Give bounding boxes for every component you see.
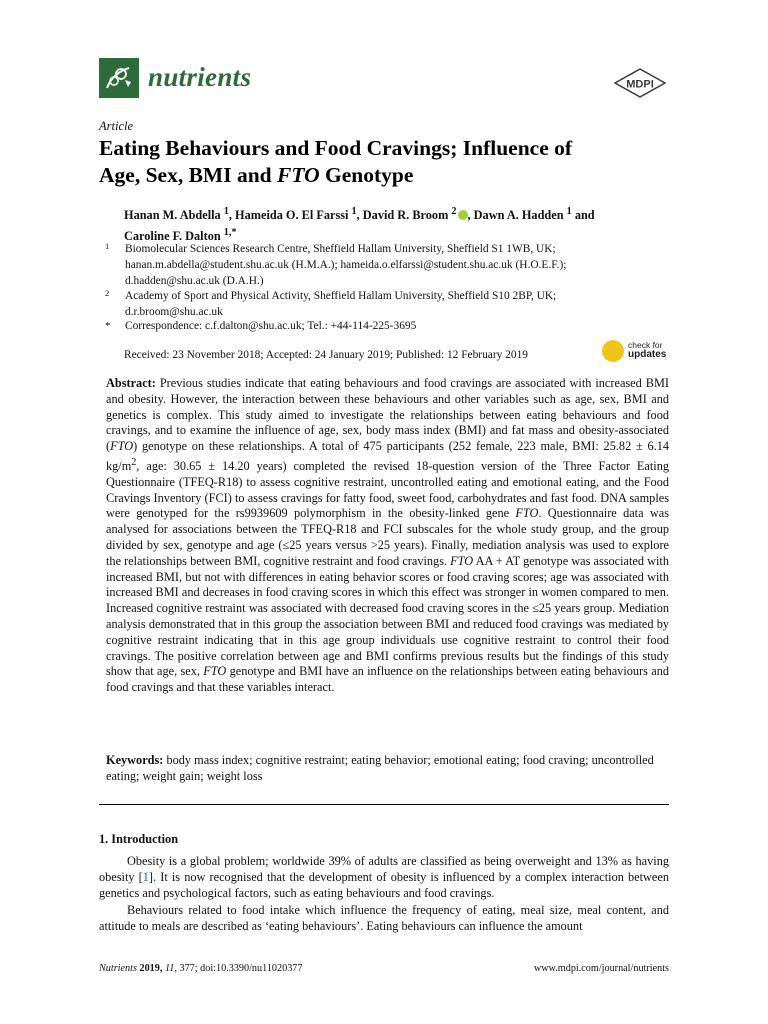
abstract-text: Previous studies indicate that eating behaviours and food cravings are associated with increased BMI and obesity. However, the interaction between these behaviours and other variables such as age, sex, BMI and genetics is complex. This study aimed to investigate the relationships between eating behaviours and food cravings, and to examine the influence of age, sex, body mass index (BMI) and fat mass and obesity-associated ( xyxy=(106,376,669,454)
nutrients-logo-icon xyxy=(99,58,139,98)
affiliation-email-line[interactable]: d.hadden@shu.ac.uk (D.A.H.) xyxy=(125,275,264,287)
correspondence-mark: * xyxy=(105,320,111,332)
author-and: and xyxy=(571,208,595,223)
gene-name: FTO xyxy=(203,664,227,679)
author-5-affil: 1,* xyxy=(223,227,237,239)
author-4: , Dawn A. Hadden xyxy=(467,208,567,223)
affiliation-number: 1 xyxy=(105,241,110,251)
paper-title xyxy=(99,135,669,189)
paragraph xyxy=(99,853,669,902)
footer-year: 2019, xyxy=(136,963,165,974)
author-1-affil: 1 xyxy=(223,206,229,217)
keywords-text: body mass index; cognitive restraint; eating behavior; emotional eating; food craving; uncontrolled eating; weight gain; weight loss xyxy=(106,753,654,783)
author-4-affil: 1 xyxy=(566,206,572,217)
footer-volume: 11 xyxy=(164,963,175,974)
author-3: , David R. Broom xyxy=(356,208,452,223)
abstract-text: AA + AT genotype was associated with increased BMI, but not with differences in eating behavior scores or food craving scores; age was associated with increased BMI and decreases in food craving scores in which this effect was stronger in women compared to men. Increased cognitive restraint was associated with decreased food craving scores in the ≤25 years group. Mediation analysis demonstrated that in this group the association between BMI and reduced food cravings was mediated by cognitive restraint indicating that in this age group individuals use cognitive restraint to control their food cravings. The positive correlation between age and BMI confirms previous results but the findings of this study show that age, sex, xyxy=(106,553,669,679)
footer-doi[interactable]: , 377; doi:10.3390/nu11020377 xyxy=(174,963,303,974)
reference-link[interactable]: 1 xyxy=(142,870,149,885)
author-3-affil: 2 xyxy=(451,206,457,217)
abstract-text: genotype and BMI have an influence on the relationships between eating behaviours and food cravings and that these variables interact. xyxy=(106,664,669,695)
check-updates-line-2: updates xyxy=(628,349,667,360)
orcid-icon[interactable] xyxy=(458,210,468,220)
abstract-text: ) genotype on these relationships. A total of 475 participants (252 female, 223 male, BMI: 25.82 ± 6.14 kg/m xyxy=(106,439,669,474)
title-line-2-pre: Age, Sex, BMI and xyxy=(99,163,277,187)
affiliation-line: Biomolecular Sciences Research Centre, Sheffield Hallam University, Sheffield S1 1WB, UK; xyxy=(125,243,556,255)
affiliation-1 xyxy=(105,241,670,289)
superscript: 2 xyxy=(131,456,137,468)
author-2-affil: 1 xyxy=(351,206,357,217)
mdpi-logo-icon xyxy=(613,68,667,98)
publication-dates: Received: 23 November 2018; Accepted: 24 January 2019; Published: 12 February 2019 xyxy=(124,349,528,361)
affiliation-number: 2 xyxy=(105,288,110,298)
affiliation-2 xyxy=(105,288,670,320)
title-line-2 xyxy=(99,162,669,189)
footer-journal: Nutrients xyxy=(99,963,137,974)
check-for-updates-button[interactable] xyxy=(602,338,672,364)
correspondence xyxy=(105,318,670,334)
footer-url[interactable]: www.mdpi.com/journal/nutrients xyxy=(533,963,669,974)
paragraph-text: Obesity is a global problem; worldwide 39% of adults are classified as being overweight and 13% as having obesity [ xyxy=(99,854,669,885)
author-1: Hanan M. Abdella xyxy=(124,208,224,223)
paragraph-text: ]. It is now recognised that the development of obesity is influenced by a complex interaction between genetics and psychological factors, such as eating behaviours and food cravings. xyxy=(99,870,669,901)
footer-citation xyxy=(99,963,303,974)
keywords xyxy=(106,752,669,784)
gene-name: FTO xyxy=(110,439,134,454)
introduction-body xyxy=(99,853,669,934)
gene-name: FTO xyxy=(450,553,474,568)
gene-name: FTO xyxy=(515,506,539,521)
author-2: , Hameida O. El Farssi xyxy=(228,208,352,223)
author-5: Caroline F. Dalton xyxy=(124,229,224,244)
correspondence-line[interactable]: Correspondence: c.f.dalton@shu.ac.uk; Tel.: +44-114-225-3695 xyxy=(125,320,417,332)
paragraph: Behaviours related to food intake which influence the frequency of eating, meal size, meal content, and attitude to meals are described as ‘eating behaviours’. Eating behaviours can influence the amount xyxy=(99,902,669,933)
affiliation-email-line[interactable]: d.r.broom@shu.ac.uk xyxy=(125,306,223,318)
section-divider xyxy=(99,804,669,805)
keywords-label: Keywords: xyxy=(106,753,164,767)
article-type: Article xyxy=(99,119,134,133)
abstract xyxy=(106,376,669,696)
check-updates-icon xyxy=(602,340,624,362)
author-list xyxy=(124,203,669,245)
affiliation-email-line[interactable]: hanan.m.abdella@student.shu.ac.uk (H.M.A.); hameida.o.elfarssi@student.shu.ac.uk (H.O.E.F.); xyxy=(125,259,567,271)
title-line-2-post: Genotype xyxy=(319,163,414,187)
mdpi-logo-text: MDPI xyxy=(626,78,654,91)
title-line-1: Eating Behaviours and Food Cravings; Influence of xyxy=(99,136,573,160)
abstract-text: . Questionnaire data was analysed for associations between the TFEQ-R18 and FCI subscales for the whole study group, and the group divided by sex, genotype and age (≤25 years versus >25 years). Finally, mediation analysis was used to explore the relationships between BMI, cognitive restraint and food cravings. xyxy=(106,506,669,568)
journal-name: nutrients xyxy=(148,62,252,92)
affiliation-line: Academy of Sport and Physical Activity, Sheffield Hallam University, Sheffield S10 2BP, UK; xyxy=(125,290,557,302)
check-updates-line-1: check for xyxy=(628,340,663,350)
abstract-label: Abstract: xyxy=(106,376,156,390)
section-heading: 1. Introduction xyxy=(99,832,179,846)
abstract-text: , age: 30.65 ± 14.20 years) completed the revised 18-question version of the Three Factor Eating Questionnaire (TFEQ-R18) to assess cognitive restraint, uncontrolled eating and emotional eating, and the Food Cravings Inventory (FCI) to assess cravings for fatty food, sweet food, carbohydrates and fast food. DNA samples were genotyped for the rs9939609 polymorphism in the obesity-linked gene xyxy=(106,459,669,521)
title-gene: FTO xyxy=(276,163,320,187)
